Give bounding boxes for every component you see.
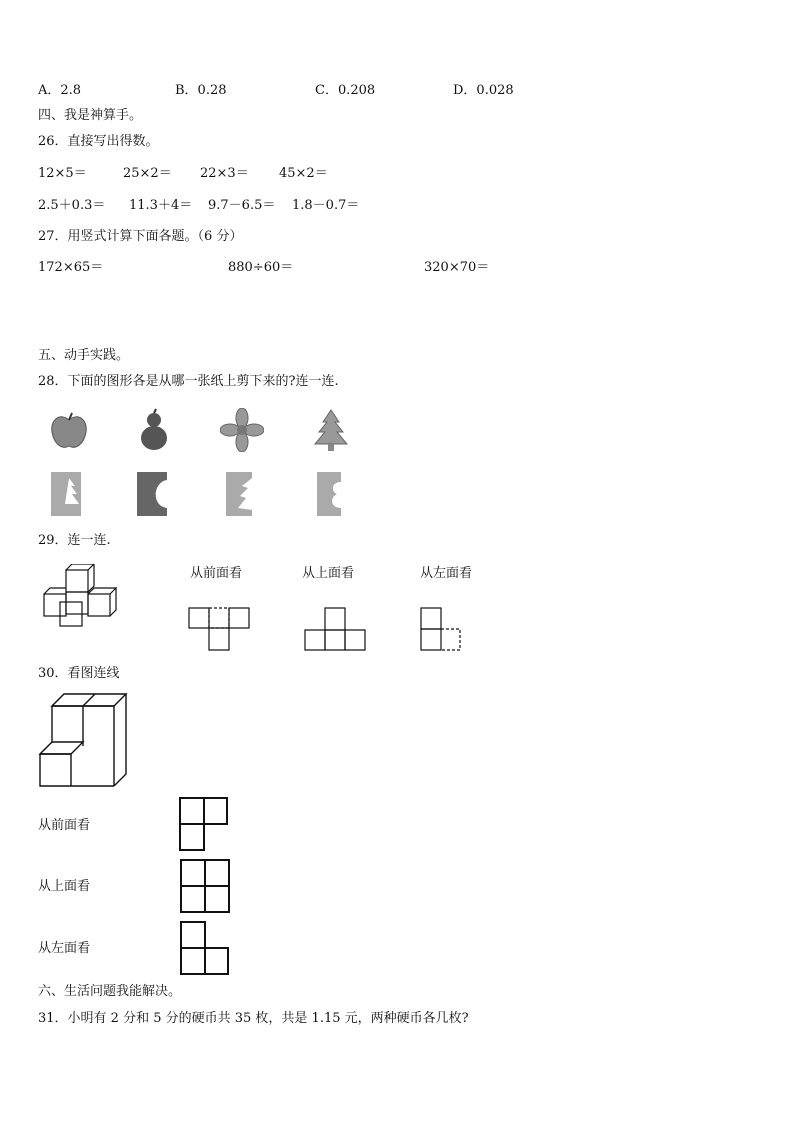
- cut-paper-icon: [226, 472, 252, 516]
- q29-view-label-front: 从前面看: [190, 566, 243, 581]
- q26-item: 1.8－0.7＝: [292, 198, 360, 213]
- cut-paper-icon: [137, 472, 167, 516]
- view-grid-figure: [180, 921, 230, 976]
- q30-title: 30．看图连线: [38, 666, 120, 681]
- q27-item: 320×70＝: [424, 260, 490, 275]
- stacked-cubes-figure: [38, 692, 130, 788]
- option-b: B．0.28: [175, 83, 227, 98]
- q26-item: 2.5＋0.3＝: [38, 198, 106, 213]
- q30-view-label-top: 从上面看: [38, 879, 91, 894]
- q26-item: 12×5＝: [38, 166, 87, 181]
- q27-item: 172×65＝: [38, 260, 104, 275]
- q27-item: 880÷60＝: [228, 260, 294, 275]
- flower-icon: [220, 408, 264, 452]
- section-6-title: 六、生活问题我能解决。: [38, 984, 182, 999]
- option-d: D．0.028: [453, 83, 514, 98]
- tree-icon: [313, 408, 349, 452]
- apple-icon: [48, 410, 90, 452]
- q26-item: 11.3＋4＝: [129, 198, 193, 213]
- option-a: A．2.8: [38, 83, 82, 98]
- view-grid-figure: [188, 607, 252, 653]
- q26-item: 45×2＝: [279, 166, 328, 181]
- view-grid-figure: [179, 797, 229, 852]
- view-grid-figure: [420, 607, 464, 653]
- view-grid-figure: [180, 859, 230, 914]
- q30-view-label-front: 从前面看: [38, 818, 91, 833]
- q27-title: 27．用竖式计算下面各题。（6 分）: [38, 229, 243, 244]
- q29-view-label-left: 从左面看: [420, 566, 473, 581]
- q26-item: 22×3＝: [200, 166, 249, 181]
- cut-paper-icon: [317, 472, 341, 516]
- q30-view-label-left: 从左面看: [38, 941, 91, 956]
- q29-title: 29．连一连.: [38, 533, 111, 548]
- q31-title: 31．小明有 2 分和 5 分的硬币共 35 枚，共是 1.15 元，两种硬币各几枚?: [38, 1011, 469, 1026]
- view-grid-figure: [304, 607, 368, 653]
- cut-paper-icon: [51, 472, 81, 516]
- section-5-title: 五、动手实践。: [38, 348, 130, 363]
- gourd-icon: [133, 408, 175, 452]
- section-4-title: 四、我是神算手。: [38, 108, 143, 123]
- q26-item: 25×2＝: [123, 166, 172, 181]
- q26-title: 26．直接写出得数。: [38, 134, 159, 149]
- option-c: C．0.208: [315, 83, 376, 98]
- q29-view-label-top: 从上面看: [302, 566, 355, 581]
- stacked-cubes-figure: [40, 564, 128, 632]
- q28-title: 28．下面的图形各是从哪一张纸上剪下来的?连一连.: [38, 374, 339, 389]
- q26-item: 9.7－6.5＝: [208, 198, 276, 213]
